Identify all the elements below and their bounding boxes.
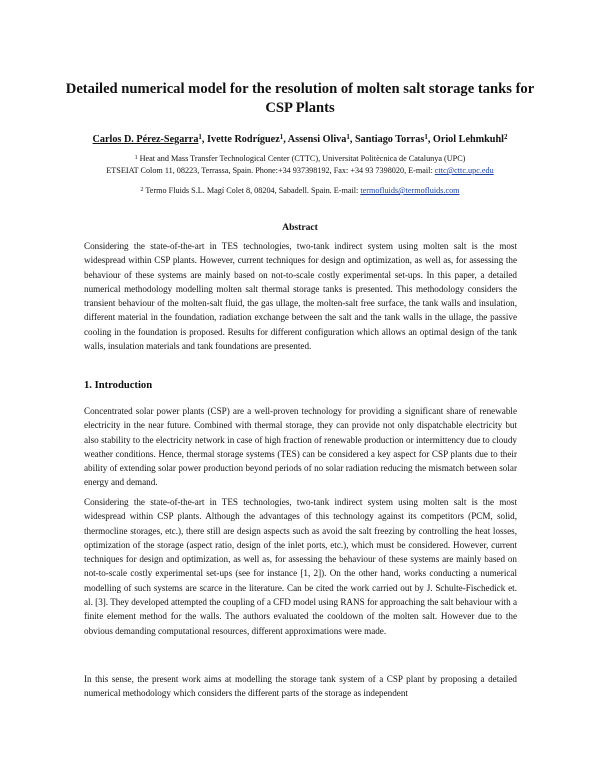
- affiliation-1: $^1$ Heat and Mass Transfer Technological Center (CTTC), Universitat Politècnica de Catalunya (UPC) ETSEIAT Colom 11, 08223, Terrassa, Spain. Phone:+34 937398192, Fax: +34 93 7398020, E-mail: cttc@cttc.upc.edu: [106, 154, 494, 175]
- abstract-text: Considering the state-of-the-art in TES technologies, two-tank indirect system using molten salt is the most widespread within CSP plants. However, current techniques for design and optimization, as well as, for assessing the behaviour of these systems are mainly based on not-to-scale costly experimental set-ups. In this paper, a detailed numerical methodology modelling molten salt thermal storage tanks is presented. This methodology considers the transient behaviour of the molten-salt fluid, the gas ullage, the molten-salt free surface, the tank walls and insulation, different material in the foundation, radiation exchange between the salt and the tank walls in the ullage, the passive cooling in the foundation is proposed. Results for different configuration which allows an optimal design of the tank walls, insulation materials and tank foundations are presented.: [84, 241, 517, 352]
- abstract-heading: Abstract: [282, 222, 318, 233]
- author-4: Santiago Torras$^1$,: [354, 133, 433, 145]
- title-line-1: Detailed numerical model for the resolution of molten salt storage tanks for: [65, 81, 535, 97]
- intro-paragraph-2: Considering the state-of-the-art in TES technologies, two-tank indirect system using molten salt is the most widespread within CSP plants. Although the advantages of this technology against its competitors (PCM, solid, thermocline storages, etc.), there still are design aspects such as avoid the salt freezing by controlling the heat losses, optimization of the storage (aspect ratio, design of the inlet ports, etc.), which must be considered. However, current techniques for design and optimization, as well as, for assessing the behaviour of these systems are mainly based on not-to-scale costly experimental set-ups (see for instance [1, 2]). On the other hand, works conducting a numerical modelling of such systems are scarce in the literature. Can be cited the work carried out by J. Schulte-Fischedick et. al. [3]. They developed attempted the coupling of a CFD model using RANS for approaching the salt behaviour with a finite element method for the walls. The authors evaluated the cooldown of the molten salt. However due to the obvious demanding computational resources, different approximations were made.: [84, 497, 517, 636]
- affiliation-2: $^2$ Termo Fluids S.L. Magí Colet 8, 08204, Sabadell. Spain. E-mail: termofluids@termofluids.com: [140, 186, 460, 195]
- section-heading-introduction: 1. Introduction: [84, 380, 153, 391]
- author-1: Carlos D. Pérez-Segarra$^1$,: [92, 133, 208, 145]
- author-list: [60, 133, 540, 145]
- intro-paragraph-3: In this sense, the present work aims at modelling the storage tank system of a CSP plant by proposing a detailed numerical methodology which considers the different parts of the storage as independent: [84, 674, 517, 699]
- termofluids-email-link[interactable]: termofluids@termofluids.com: [360, 186, 460, 195]
- author-5: Oriol Lehmkuhl$^2$: [432, 133, 508, 145]
- author-2: Ivette Rodríguez$^1$,: [207, 133, 288, 145]
- cttc-email-link[interactable]: cttc@cttc.upc.edu: [434, 166, 494, 175]
- title-line-2: CSP Plants: [265, 100, 335, 116]
- paper-title: [60, 80, 540, 118]
- intro-paragraph-1: Concentrated solar power plants (CSP) are a well-proven technology for providing a significant share of renewable electricity in the near future. Combined with thermal storage, they can provide not only dispatchable electricity but also stability to the electricity network in case of high fraction of renewable production or intermittency due to cloudy weather conditions. Hence, thermal storage systems (TES) can be considered a key aspect for CSP plants due to their ability of extending solar power production beyond periods of no solar radiation reducing the mismatch between solar energy and demand.: [84, 406, 517, 488]
- author-3: Assensi Oliva$^1$,: [287, 133, 355, 145]
